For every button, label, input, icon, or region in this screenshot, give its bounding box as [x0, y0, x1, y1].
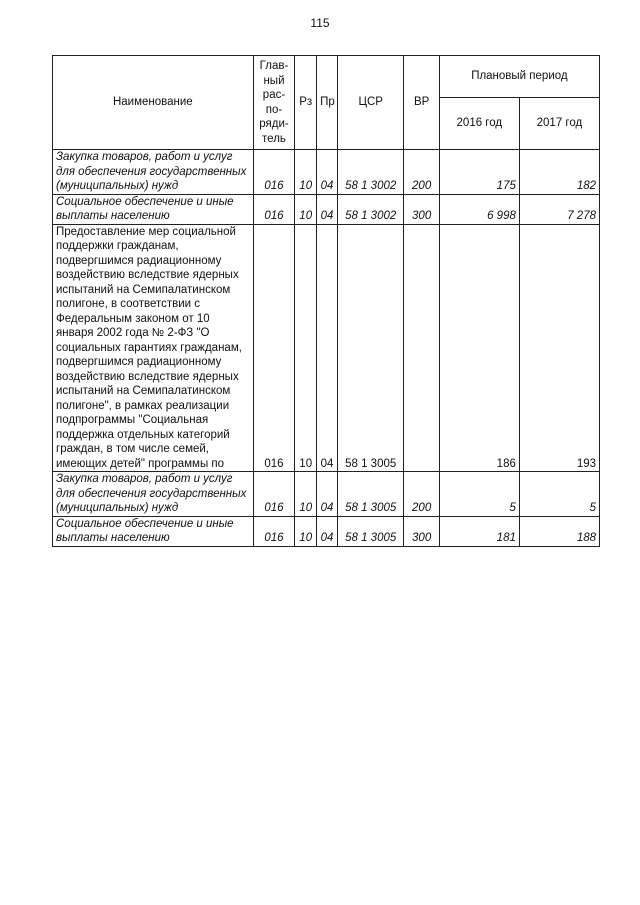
row-rz: 10 [295, 194, 317, 224]
row-2016: 6 998 [439, 194, 519, 224]
row-2016: 175 [439, 150, 519, 195]
row-name: Закупка товаров, работ и услуг для обеспечения государственных (муниципальных) нужд [53, 150, 254, 195]
row-pr: 04 [317, 516, 338, 546]
row-vr: 200 [404, 150, 439, 195]
header-chief-manager-text: Глав- ный рас- по- ряди- тель [259, 60, 289, 145]
row-name: Социальное обеспечение и иные выплаты населению [53, 516, 254, 546]
row-2017: 7 278 [519, 194, 599, 224]
row-2017: 182 [519, 150, 599, 195]
table-row [53, 224, 600, 472]
row-2016: 5 [439, 472, 519, 517]
header-name: Наименование [53, 56, 254, 150]
table-row [53, 194, 600, 224]
header-planned-period: Плановый период [439, 56, 599, 98]
row-rz: 10 [295, 472, 317, 517]
header-chief-manager [253, 56, 295, 150]
row-csr: 58 1 3002 [337, 150, 404, 195]
row-csr: 58 1 3005 [337, 472, 404, 517]
row-pr: 04 [317, 194, 338, 224]
row-vr: 200 [404, 472, 439, 517]
row-vr: 300 [404, 194, 439, 224]
row-2017: 188 [519, 516, 599, 546]
row-name: Социальное обеспечение и иные выплаты населению [53, 194, 254, 224]
row-vr: 300 [404, 516, 439, 546]
header-year-2016: 2016 год [439, 98, 519, 150]
row-chief-manager: 016 [253, 516, 295, 546]
row-chief-manager: 016 [253, 224, 295, 472]
table-row [53, 150, 600, 195]
table-row [53, 472, 600, 517]
row-rz: 10 [295, 224, 317, 472]
page-number: 115 [310, 16, 330, 30]
row-pr: 04 [317, 224, 338, 472]
row-2017: 5 [519, 472, 599, 517]
budget-table [52, 55, 600, 547]
row-2016: 181 [439, 516, 519, 546]
row-rz: 10 [295, 516, 317, 546]
row-pr: 04 [317, 150, 338, 195]
header-csr: ЦСР [337, 56, 404, 150]
row-name: Предоставление мер социальной поддержки гражданам, подвергшимся радиационному воздействию вследствие ядерных испытаний на Семипалатинском полигоне, в соответствии с Федеральным законом от 10 января 2002 года № 2-ФЗ "О социальных гарантиях гражданам, подвергшимся радиационному воздействию вследствие ядерных испытаний на Семипалатинском полигоне", в рамках реализации подпрограммы "Социальная поддержка отдельных категорий граждан, в том числе семей, имеющих детей" программы по [53, 224, 254, 472]
row-csr: 58 1 3005 [337, 224, 404, 472]
row-rz: 10 [295, 150, 317, 195]
row-name: Закупка товаров, работ и услуг для обеспечения государственных (муниципальных) нужд [53, 472, 254, 517]
header-vr: ВР [404, 56, 439, 150]
row-2017: 193 [519, 224, 599, 472]
header-year-2017: 2017 год [519, 98, 599, 150]
row-vr [404, 224, 439, 472]
row-pr: 04 [317, 472, 338, 517]
header-rz: Рз [295, 56, 317, 150]
header-pr: Пр [317, 56, 338, 150]
row-chief-manager: 016 [253, 150, 295, 195]
table-row [53, 516, 600, 546]
row-2016: 186 [439, 224, 519, 472]
row-csr: 58 1 3005 [337, 516, 404, 546]
row-csr: 58 1 3002 [337, 194, 404, 224]
row-chief-manager: 016 [253, 194, 295, 224]
row-chief-manager: 016 [253, 472, 295, 517]
